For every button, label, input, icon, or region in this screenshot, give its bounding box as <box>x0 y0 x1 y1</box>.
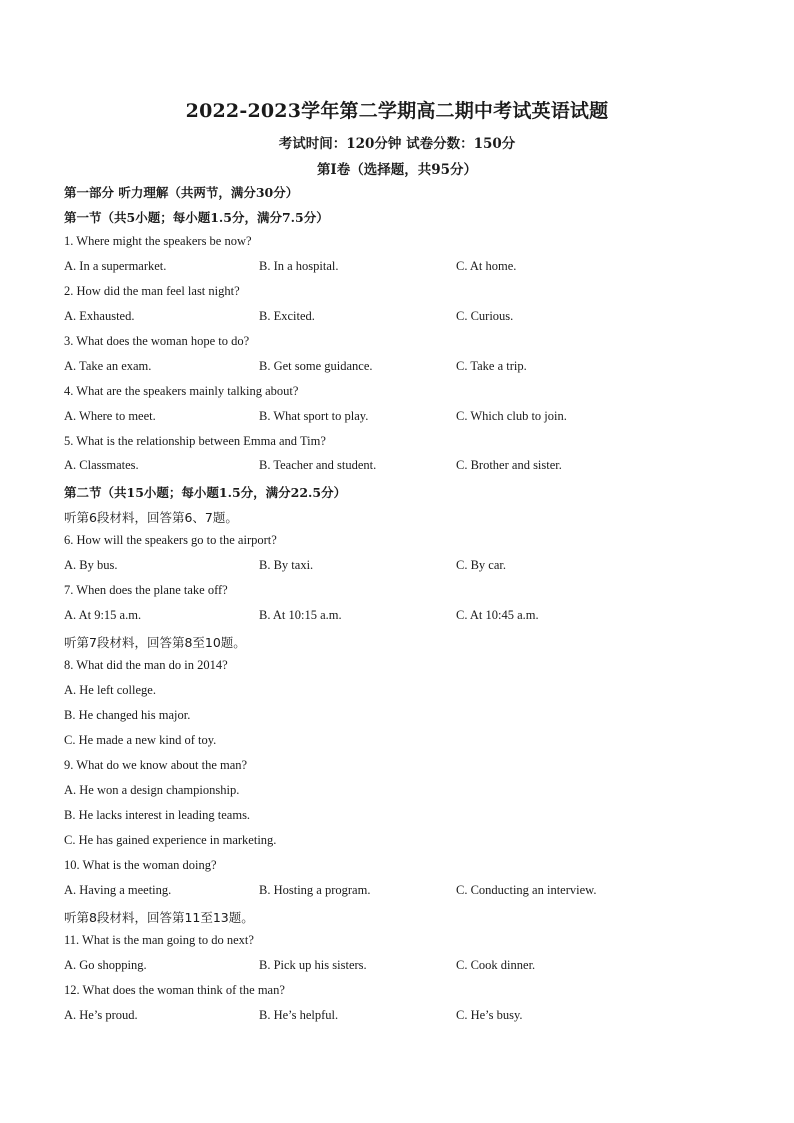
question-11: 11. What is the man going to do next? <box>64 933 254 947</box>
question-12: 12. What does the woman think of the man? <box>64 983 285 997</box>
question-3: 3. What does the woman hope to do? <box>64 334 250 348</box>
q1-option-c: C. At home. <box>456 259 517 273</box>
q7-option-b: B. At 10:15 a.m. <box>259 608 342 622</box>
q1-option-a: A. In a supermarket. <box>64 259 167 273</box>
question-4: 4. What are the speakers mainly talking about? <box>64 384 299 398</box>
question-8: 8. What did the man do in 2014? <box>64 658 228 672</box>
instruction-6: 听第6段材料，回答第6、7题。 <box>64 510 238 525</box>
section1-heading: 第一节（共5小题；每小题1.5分，满分7.5分） <box>64 210 329 225</box>
q3-option-b: B. Get some guidance. <box>259 359 373 373</box>
q9-option-b: B. He lacks interest in leading teams. <box>64 808 251 822</box>
q5-option-a: A. Classmates. <box>64 458 139 472</box>
question-10: 10. What is the woman doing? <box>64 858 217 872</box>
q10-option-c: C. Conducting an interview. <box>456 883 597 897</box>
q5-option-c: C. Brother and sister. <box>456 458 562 472</box>
q10-option-a: A. Having a meeting. <box>64 883 172 897</box>
q2-option-b: B. Excited. <box>259 309 315 323</box>
q12-option-c: C. He’s busy. <box>456 1008 523 1022</box>
q10-option-b: B. Hosting a program. <box>259 883 371 897</box>
q3-option-c: C. Take a trip. <box>456 359 527 373</box>
exam-title: 2022-2023学年第二学期高二期中考试英语试题 <box>185 100 609 122</box>
q12-option-b: B. He’s helpful. <box>259 1008 339 1022</box>
q5-option-b: B. Teacher and student. <box>259 458 377 472</box>
instruction-7: 听第7段材料，回答第8至10题。 <box>64 635 246 650</box>
q4-option-b: B. What sport to play. <box>259 409 369 423</box>
q1-option-b: B. In a hospital. <box>259 259 339 273</box>
q6-option-b: B. By taxi. <box>259 558 314 572</box>
q2-option-a: A. Exhausted. <box>64 309 135 323</box>
q8-option-c: C. He made a new kind of toy. <box>64 733 217 747</box>
q9-option-c: C. He has gained experience in marketing. <box>64 833 277 847</box>
q9-option-a: A. He won a design championship. <box>64 783 240 797</box>
exam-info: 考试时间：120分钟 试卷分数：150分 <box>278 136 516 152</box>
q3-option-a: A. Take an exam. <box>64 359 152 373</box>
question-2: 2. How did the man feel last night? <box>64 284 240 298</box>
q12-option-a: A. He’s proud. <box>64 1008 138 1022</box>
q8-option-b: B. He changed his major. <box>64 708 191 722</box>
section2-heading: 第二节（共15小题；每小题1.5分，满分22.5分） <box>64 485 347 500</box>
q8-option-a: A. He left college. <box>64 683 156 697</box>
question-7: 7. When does the plane take off? <box>64 583 228 597</box>
part1-heading: 第一部分 听力理解（共两节，满分30分） <box>64 185 299 200</box>
q11-option-b: B. Pick up his sisters. <box>259 958 367 972</box>
question-6: 6. How will the speakers go to the airport? <box>64 533 277 547</box>
q4-option-c: C. Which club to join. <box>456 409 567 423</box>
q4-option-a: A. Where to meet. <box>64 409 156 423</box>
q6-option-c: C. By car. <box>456 558 506 572</box>
question-9: 9. What do we know about the man? <box>64 758 248 772</box>
question-1: 1. Where might the speakers be now? <box>64 234 252 248</box>
instruction-8: 听第8段材料，回答第11至13题。 <box>64 910 254 925</box>
volume-heading: 第Ⅰ卷（选择题，共95分） <box>316 162 478 178</box>
question-5: 5. What is the relationship between Emma and Tim? <box>64 434 326 448</box>
q7-option-a: A. At 9:15 a.m. <box>64 608 142 622</box>
q11-option-c: C. Cook dinner. <box>456 958 536 972</box>
q6-option-a: A. By bus. <box>64 558 118 572</box>
q7-option-c: C. At 10:45 a.m. <box>456 608 539 622</box>
q2-option-c: C. Curious. <box>456 309 514 323</box>
q11-option-a: A. Go shopping. <box>64 958 147 972</box>
